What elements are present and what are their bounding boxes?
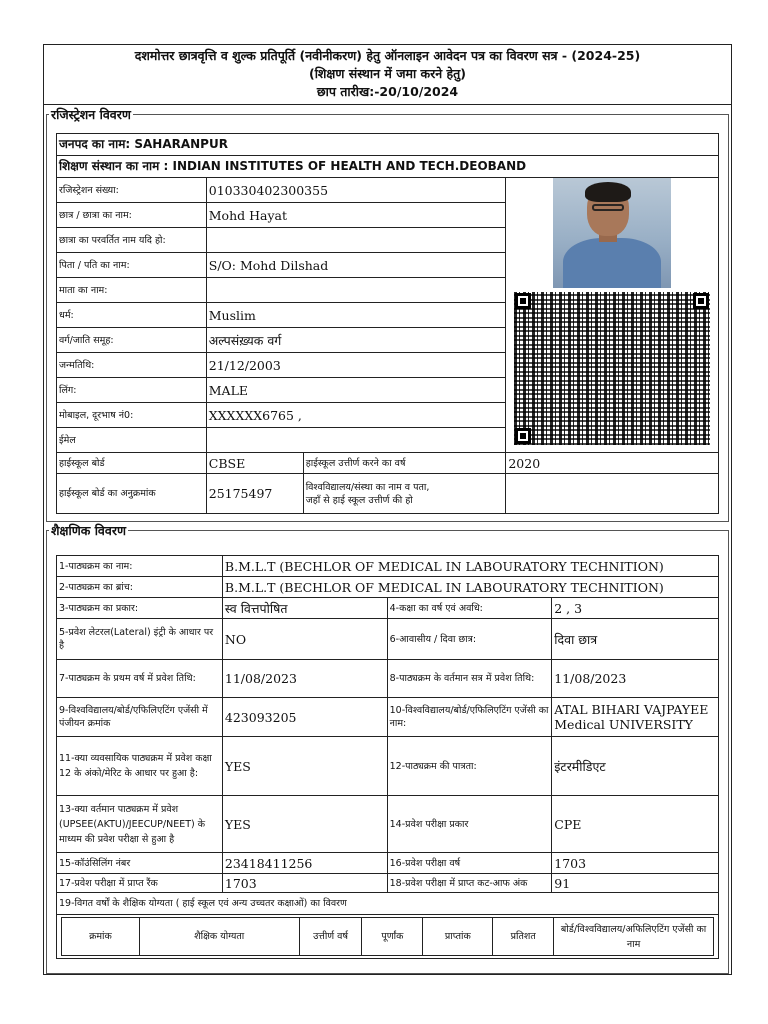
field-label: 8-पाठ्यक्रम के वर्तमान सत्र में प्रवेश तिथि:	[387, 660, 552, 698]
email	[206, 428, 506, 453]
father-name: S/O: Mohd Dilshad	[206, 253, 506, 278]
field-label: छात्र / छात्रा का नाम:	[57, 203, 207, 228]
field-label: छात्रा का परवर्तित नाम यदि हो:	[57, 228, 207, 253]
history-header: बोर्ड/विश्वविद्यालय/अफिलिएटिंग एजेंसी का नाम	[554, 918, 714, 956]
field-label: जन्मतिथि:	[57, 353, 207, 378]
qr-code	[514, 292, 710, 445]
course-branch: B.M.L.T (BECHLOR OF MEDICAL IN LABOURATORY TECHNITION)	[222, 577, 718, 598]
field-label: 10-विश्वविद्यालय/बोर्ड/एफिलिएटिंग एजेंसी का नाम:	[387, 698, 552, 737]
form-subtitle: (शिक्षण संस्थान में जमा करने हेतु)	[308, 66, 467, 81]
hs-year: 2020	[506, 453, 719, 474]
category: अल्पसंख़्यक वर्ग	[206, 328, 506, 353]
field-label: रजिस्ट्रेशन संख्या:	[57, 178, 207, 203]
field-label: धर्म:	[57, 303, 207, 328]
history-header: पूर्णांक	[362, 918, 423, 956]
field-label: 12-पाठ्यक्रम की पात्रता:	[387, 737, 552, 796]
field-label: 16-प्रवेश परीक्षा वर्ष	[387, 853, 552, 874]
lateral-entry: NO	[222, 619, 387, 660]
course-type: स्व वित्तपोषित	[222, 598, 387, 619]
field-label: 9-विश्वविद्यालय/बोर्ड/एफिलिएटिंग एजेंसी में पंजीयन क्रमांक	[57, 698, 223, 737]
changed-name	[206, 228, 506, 253]
mother-name	[206, 278, 506, 303]
date-of-birth: 21/12/2003	[206, 353, 506, 378]
history-header: प्राप्तांक	[423, 918, 493, 956]
field-label: विश्वविद्यालय/संस्था का नाम व पता, जहाँ से हाई स्कूल उत्तीर्ण की हो	[303, 474, 506, 514]
history-header: प्रतिशत	[493, 918, 554, 956]
field-label: 5-प्रवेश लेटरल(Lateral) इंट्री के आधार पर है	[57, 619, 223, 660]
field-label: 1-पाठ्यक्रम का नाम:	[57, 556, 223, 577]
history-header: शैक्षिक योग्यता	[139, 918, 299, 956]
entrance-exam-admission: YES	[222, 796, 387, 853]
history-header: क्रमांक	[62, 918, 140, 956]
field-label: लिंग:	[57, 378, 207, 403]
university-registration-number: 423093205	[222, 698, 387, 737]
course-eligibility: इंटरमीडिएट	[552, 737, 719, 796]
residential-status: दिवा छात्र	[552, 619, 719, 660]
field-label: हाईस्कूल बोर्ड	[57, 453, 207, 474]
merit-based-admission: YES	[222, 737, 387, 796]
field-label: 11-क्या व्यवसायिक पाठ्यक्रम में प्रवेश कक्षा 12 के अंको/मेरिट के आधार पर हुआ है:	[57, 737, 223, 796]
field-label: 3-पाठ्यक्रम का प्रकार:	[57, 598, 223, 619]
education-history-table	[61, 917, 714, 956]
field-label: हाईस्कूल उत्तीर्ण करने का वर्ष	[303, 453, 506, 474]
field-label: 7-पाठ्यक्रम के प्रथम वर्ष में प्रवेश तिथि:	[57, 660, 223, 698]
form-header	[44, 45, 731, 105]
field-label: 4-कक्षा का वर्ष एवं अवधि:	[387, 598, 552, 619]
cutoff-marks: 91	[552, 874, 719, 893]
field-label: 13-क्या वर्तमान पाठ्यक्रम में प्रवेश (UPSEE(AKTU)/JEECUP/NEET) के माध्यम की प्रवेश परीक्षा से हुआ है	[57, 796, 223, 853]
field-label: पिता / पति का नाम:	[57, 253, 207, 278]
form-title: दशमोत्तर छात्रवृत्ति व शुल्क प्रतिपूर्ति (नवीनीकरण) हेतु ऑनलाइन आवेदन पत्र का विवरण सत्र - (2024-25)	[134, 48, 641, 63]
field-label: 2-पाठ्यक्रम का ब्रांच:	[57, 577, 223, 598]
mobile-number: XXXXXX6765 ,	[206, 403, 506, 428]
field-label: हाईस्कूल बोर्ड का अनुक्रमांक	[57, 474, 207, 514]
history-title: 19-विगत वर्षों के शैक्षिक योग्यता ( हाई स्कूल एवं अन्य उच्चतर कक्षाओं) का विवरण	[57, 893, 719, 915]
religion: Muslim	[206, 303, 506, 328]
registration-number: 010330402300355	[206, 178, 506, 203]
field-label: 6-आवासीय / दिवा छात्र:	[387, 619, 552, 660]
field-label: 15-कॉउंसिलिंग नंबर	[57, 853, 223, 874]
district-name: जनपद का नाम: SAHARANPUR	[57, 134, 719, 156]
field-label: 18-प्रवेश परीक्षा में प्राप्त कट-आफ अंक	[387, 874, 552, 893]
field-label: वर्ग/जाति समूह:	[57, 328, 207, 353]
history-header: उत्तीर्ण वर्ष	[299, 918, 362, 956]
academic-legend: शैक्षणिक विवरण	[51, 523, 126, 538]
print-date: छाप तारीख:-20/10/2024	[316, 84, 459, 99]
class-year-duration: 2 , 3	[552, 598, 719, 619]
entrance-exam-type: CPE	[552, 796, 719, 853]
course-name: B.M.L.T (BECHLOR OF MEDICAL IN LABOURATORY TECHNITION)	[222, 556, 718, 577]
university-name: ATAL BIHARI VAJPAYEE Medical UNIVERSITY	[552, 698, 719, 737]
field-label: मोबाइल, दूरभाष नं0:	[57, 403, 207, 428]
field-label: ईमेल	[57, 428, 207, 453]
entrance-exam-year: 1703	[552, 853, 719, 874]
student-name: Mohd Hayat	[206, 203, 506, 228]
counselling-number: 23418411256	[222, 853, 387, 874]
application-form	[43, 44, 732, 975]
hs-board: CBSE	[206, 453, 303, 474]
first-year-admission-date: 11/08/2023	[222, 660, 387, 698]
entrance-exam-rank: 1703	[222, 874, 387, 893]
academic-table	[56, 555, 719, 959]
student-photo	[553, 178, 671, 288]
field-label: 14-प्रवेश परीक्षा प्रकार	[387, 796, 552, 853]
gender: MALE	[206, 378, 506, 403]
field-label: माता का नाम:	[57, 278, 207, 303]
current-session-admission-date: 11/08/2023	[552, 660, 719, 698]
hs-school	[506, 474, 719, 514]
registration-legend: रजिस्ट्रेशन विवरण	[51, 107, 131, 122]
institute-name: शिक्षण संस्थान का नाम : INDIAN INSTITUTES OF HEALTH AND TECH.DEOBAND	[57, 156, 719, 178]
field-label: 17-प्रवेश परीक्षा में प्राप्त रैंक	[57, 874, 223, 893]
hs-roll-number: 25175497	[206, 474, 303, 514]
history-table-cell	[57, 915, 719, 959]
